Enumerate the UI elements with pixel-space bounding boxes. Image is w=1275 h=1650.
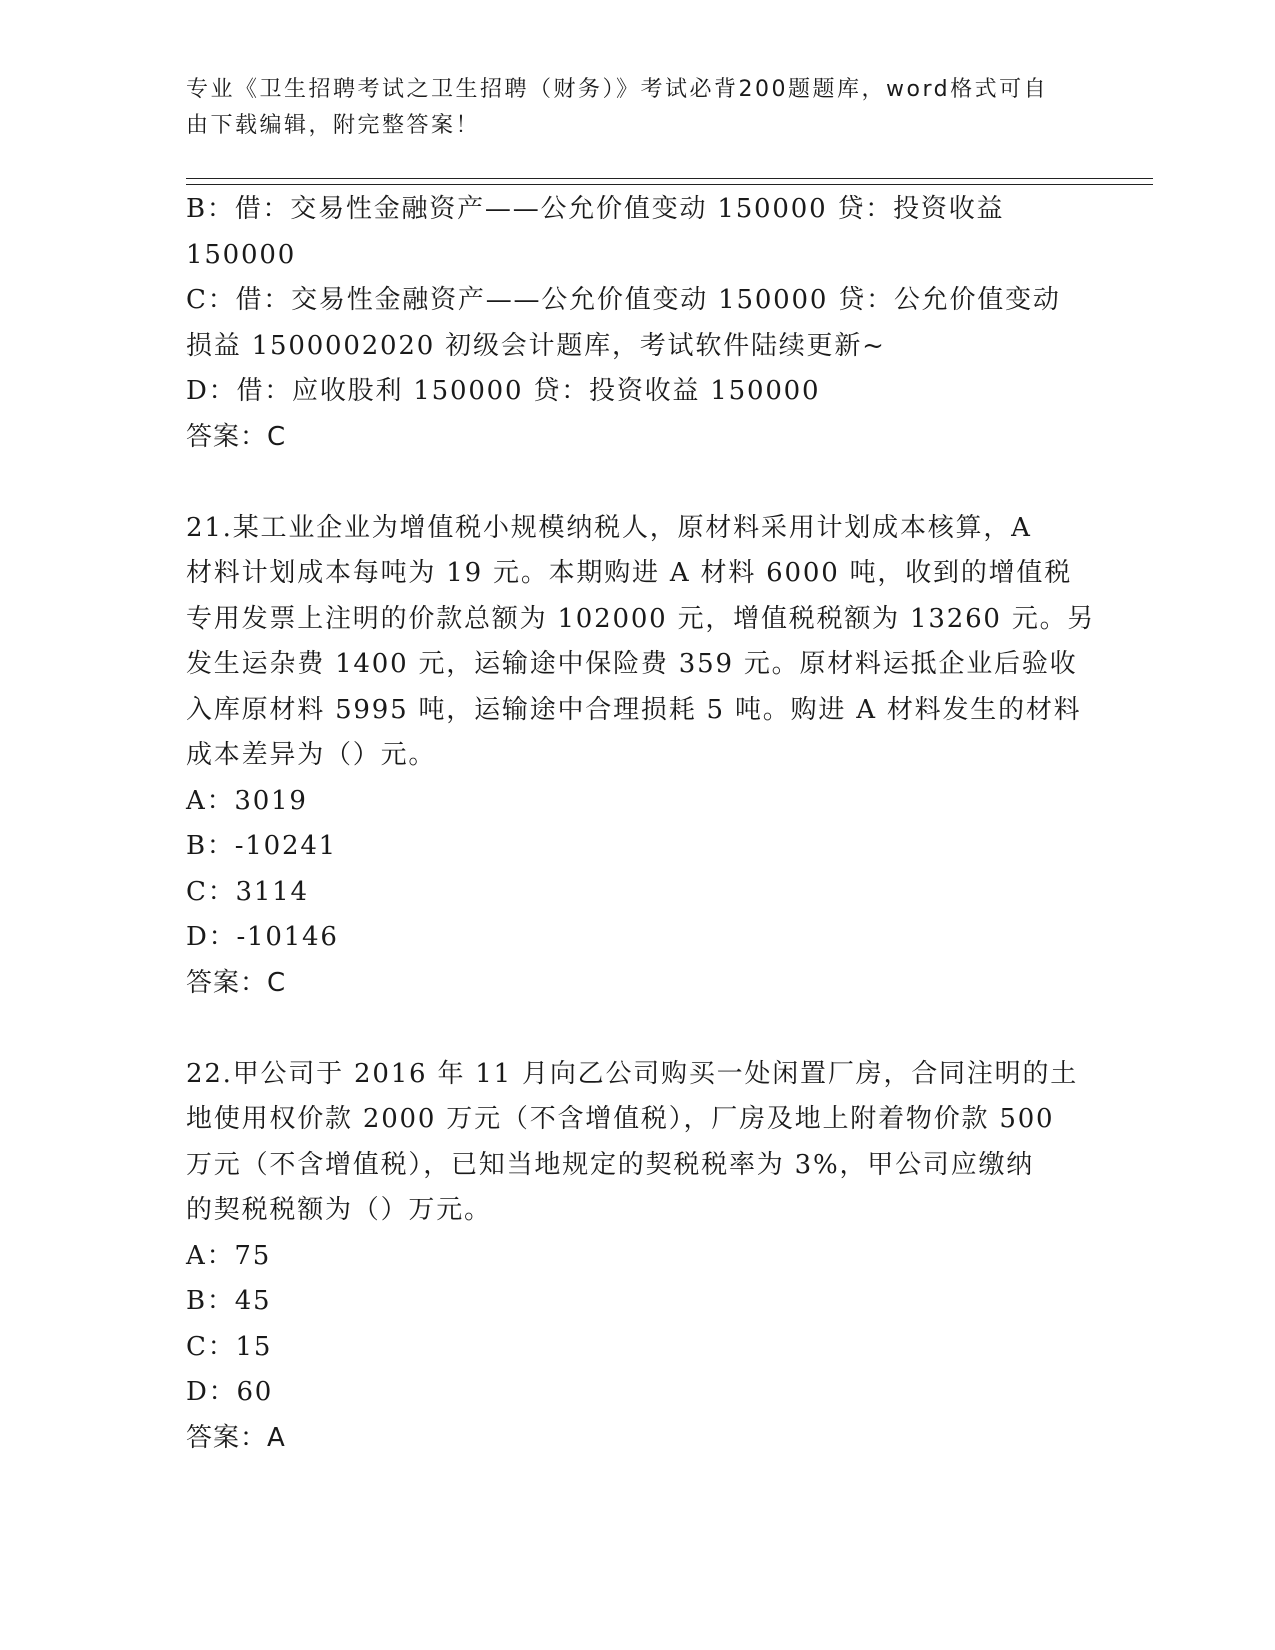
- question-21-stem-line-5: 入库原材料 5995 吨，运输途中合理损耗 5 吨。购进 A 材料发生的材料: [186, 694, 1082, 725]
- answer-label: 答案：C: [186, 421, 287, 452]
- option-c-continued: 损益 1500002020 初级会计题库，考试软件陆续更新~: [186, 330, 886, 361]
- question-21-stem-line-6: 成本差异为（）元。: [186, 740, 437, 770]
- page-header-title: 专业《卫生招聘考试之卫生招聘（财务）》考试必背200题题库，word格式可自由下载编辑，附完整答案！: [186, 77, 1049, 138]
- option-b-continued: 150000: [186, 239, 297, 270]
- question-22-option-b: B：45: [186, 1286, 272, 1316]
- question-22-answer: 答案：A: [186, 1422, 286, 1453]
- question-21-option-b: B：-10241: [186, 831, 338, 861]
- question-21-option-c: C：3114: [186, 876, 309, 907]
- question-22-stem-line-3: 万元（不含增值税），已知当地规定的契税税率为 3%，甲公司应缴纳: [186, 1149, 1035, 1180]
- header-divider: [186, 178, 1153, 185]
- question-content: [186, 187, 1096, 1461]
- question-22-option-a: A：75: [186, 1240, 272, 1271]
- question-22-stem-line-2: 地使用权价款 2000 万元（不含增值税），厂房及地上附着物价款 500: [186, 1104, 1055, 1134]
- question-21-option-d: D：-10146: [186, 922, 339, 952]
- question-21-stem-line-4: 发生运杂费 1400 元，运输途中保险费 359 元。原材料运抵企业后验收: [186, 649, 1078, 679]
- option-b: B：借：交易性金融资产——公允价值变动 150000 贷：投资收益: [186, 194, 1005, 224]
- question-21-stem-line-2: 材料计划成本每吨为 19 元。本期购进 A 材料 6000 吨，收到的增值税: [186, 558, 1073, 588]
- question-22-option-c: C：15: [186, 1331, 273, 1362]
- question-22-stem-line-4: 的契税税额为（）万元。: [186, 1195, 492, 1225]
- question-22-option-d: D：60: [186, 1377, 274, 1407]
- question-21-stem-line-1: 21.某工业企业为增值税小规模纳税人，原材料采用计划成本核算，A: [186, 512, 1032, 543]
- spacer: [186, 1006, 1086, 1052]
- option-c: C：借：交易性金融资产——公允价值变动 150000 贷：公允价值变动: [186, 285, 1061, 315]
- question-22-stem-line-1: 22.甲公司于 2016 年 11 月向乙公司购买一处闲置厂房，合同注明的土: [186, 1058, 1079, 1089]
- question-21-answer: 答案：C: [186, 967, 287, 998]
- question-21-option-a: A：3019: [186, 785, 308, 816]
- option-d: D：借：应收股利 150000 贷：投资收益 150000: [186, 376, 821, 406]
- question-21-stem-line-3: 专用发票上注明的价款总额为 102000 元，增值税税额为 13260 元。另: [186, 603, 1096, 634]
- spacer: [186, 460, 1086, 506]
